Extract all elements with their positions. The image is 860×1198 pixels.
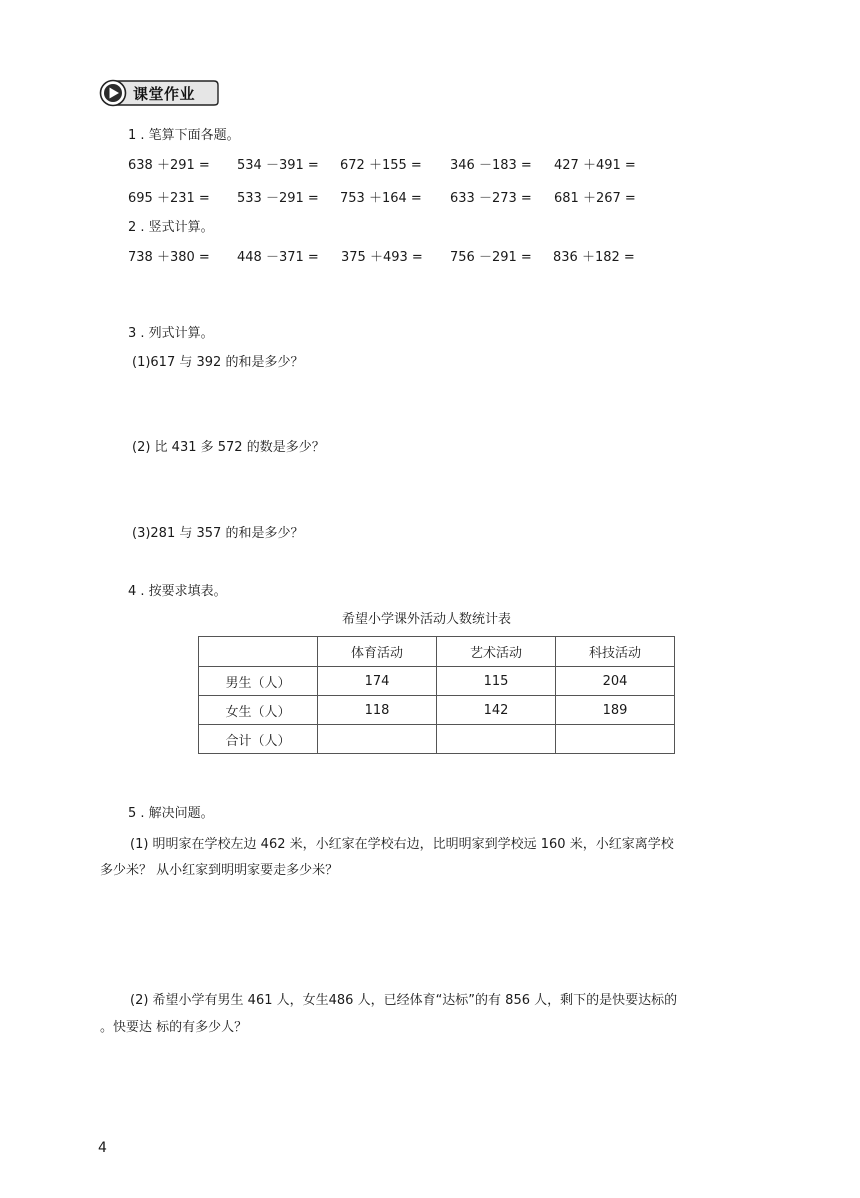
- q1-title: 1 . 笔算下面各题。: [128, 128, 240, 143]
- section-badge: [98, 78, 220, 108]
- table-cell: 189: [556, 696, 675, 725]
- q2-c3: 375 ＋493 =: [341, 250, 423, 265]
- table-title: 希望小学课外活动人数统计表: [342, 612, 512, 627]
- q5-p1-line2: 多少米？ 从小红家到明明家要走多少米？: [100, 863, 339, 878]
- table-header-row: [199, 637, 675, 667]
- table-cell: 204: [556, 667, 675, 696]
- q1-r1-c3: 672 ＋155 =: [340, 158, 422, 173]
- q3-item-3: (3)281 与 357 的和是多少？: [132, 526, 304, 541]
- q1-r1-c2: 534 －391 =: [237, 158, 319, 173]
- q2-title: 2 . 竖式计算。: [128, 220, 214, 235]
- table-cell: 合计（人）: [199, 725, 318, 754]
- table-cell: 118: [318, 696, 437, 725]
- q2-c1: 738 ＋380 =: [128, 250, 210, 265]
- table-row: [199, 725, 675, 754]
- q3-item-2: (2) 比 431 多 572 的数是多少？: [132, 440, 325, 455]
- table-cell: 女生（人）: [199, 696, 318, 725]
- q5-p2-line1: (2) 希望小学有男生 461 人，女生486 人，已经体育“达标”的有 856 人，剩下的是快要达标的: [130, 993, 678, 1008]
- table-cell: [437, 725, 556, 754]
- stats-table: [198, 636, 675, 754]
- q1-r2-c5: 681 ＋267 =: [554, 191, 636, 206]
- table-cell: [556, 725, 675, 754]
- q1-r2-c4: 633 －273 =: [450, 191, 532, 206]
- q5-title: 5 . 解决问题。: [128, 806, 214, 821]
- q1-r1-c4: 346 －183 =: [450, 158, 532, 173]
- table-header-cell: 科技活动: [556, 637, 675, 667]
- q4-title: 4 . 按要求填表。: [128, 584, 227, 599]
- q2-c5: 836 ＋182 =: [553, 250, 635, 265]
- q1-r2-c3: 753 ＋164 =: [340, 191, 422, 206]
- table-cell: [318, 725, 437, 754]
- table-cell: 115: [437, 667, 556, 696]
- table-header-cell: 艺术活动: [437, 637, 556, 667]
- table-header-cell: [199, 637, 318, 667]
- table-header-cell: 体育活动: [318, 637, 437, 667]
- table-row: [199, 696, 675, 725]
- table-cell: 142: [437, 696, 556, 725]
- q2-c4: 756 －291 =: [450, 250, 532, 265]
- q1-r2-c1: 695 ＋231 =: [128, 191, 210, 206]
- table-row: [199, 667, 675, 696]
- table-cell: 174: [318, 667, 437, 696]
- q3-title: 3 . 列式计算。: [128, 326, 214, 341]
- q1-r2-c2: 533 －291 =: [237, 191, 319, 206]
- q2-c2: 448 －371 =: [237, 250, 319, 265]
- q1-r1-c5: 427 ＋491 =: [554, 158, 636, 173]
- table-cell: 男生（人）: [199, 667, 318, 696]
- q3-item-1: (1)617 与 392 的和是多少？: [132, 355, 304, 370]
- q5-p2-line2: 。快要达 标的有多少人？: [100, 1020, 248, 1035]
- section-title: 课堂作业: [133, 85, 196, 103]
- q5-p1-line1: (1) 明明家在学校左边 462 米，小红家在学校右边，比明明家到学校远 160 米，小红家离学校: [130, 837, 674, 852]
- q1-r1-c1: 638 ＋291 =: [128, 158, 210, 173]
- page-number: 4: [98, 1140, 107, 1156]
